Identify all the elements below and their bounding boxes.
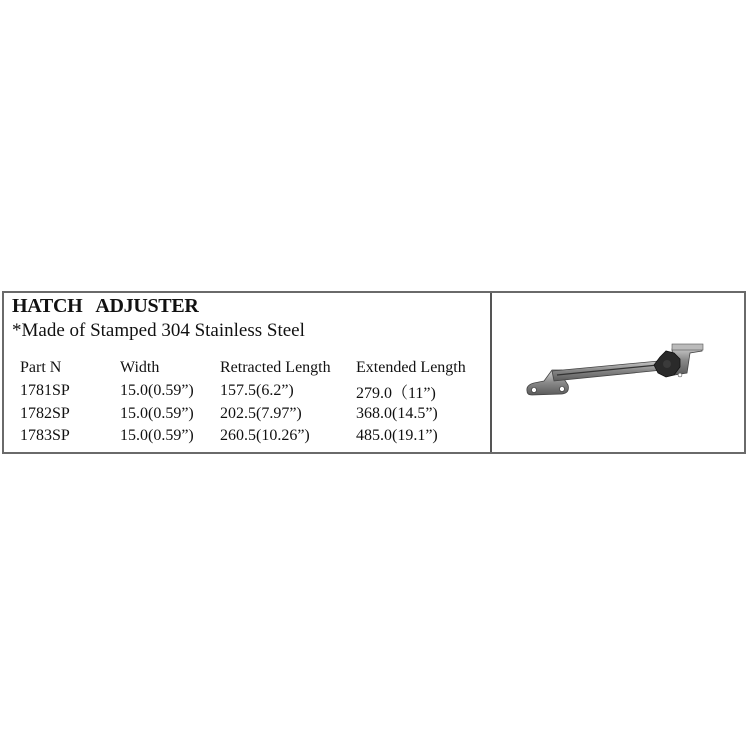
table-header-row [20, 357, 486, 380]
cell-retracted-length: 157.5(6.2”) [220, 382, 294, 399]
cell-width: 15.0(0.59”) [120, 427, 194, 445]
table-row [20, 403, 486, 426]
cell-width: 15.0(0.59”) [120, 382, 194, 399]
cell-retracted-length: 202.5(7.97”) [220, 404, 302, 422]
table-row [20, 380, 486, 403]
cell-part-number: 1782SP [20, 404, 70, 422]
header-retracted-length: Retracted Length [220, 359, 331, 377]
spec-box [2, 291, 746, 454]
header-part-number: Part N [20, 359, 62, 377]
spec-text-panel [4, 293, 492, 452]
cell-extended-length: 368.0(14.5”) [356, 404, 438, 422]
cell-part-number: 1781SP [20, 382, 70, 399]
hatch-adjuster-image [522, 313, 722, 413]
cell-extended-length: 279.0（11”) [356, 384, 436, 402]
table-row [20, 425, 486, 448]
spec-table [20, 357, 486, 448]
header-width: Width [120, 359, 160, 377]
header-extended-length: Extended Length [356, 359, 466, 377]
cell-part-number: 1783SP [20, 427, 70, 445]
product-title: HATCH ADJUSTER [12, 295, 199, 317]
cell-extended-length: 485.0(19.1”) [356, 427, 438, 445]
cell-width: 15.0(0.59”) [120, 404, 194, 422]
material-note: *Made of Stamped 304 Stainless Steel [12, 320, 305, 341]
product-image-panel [492, 293, 744, 452]
cell-retracted-length: 260.5(10.26”) [220, 427, 310, 445]
